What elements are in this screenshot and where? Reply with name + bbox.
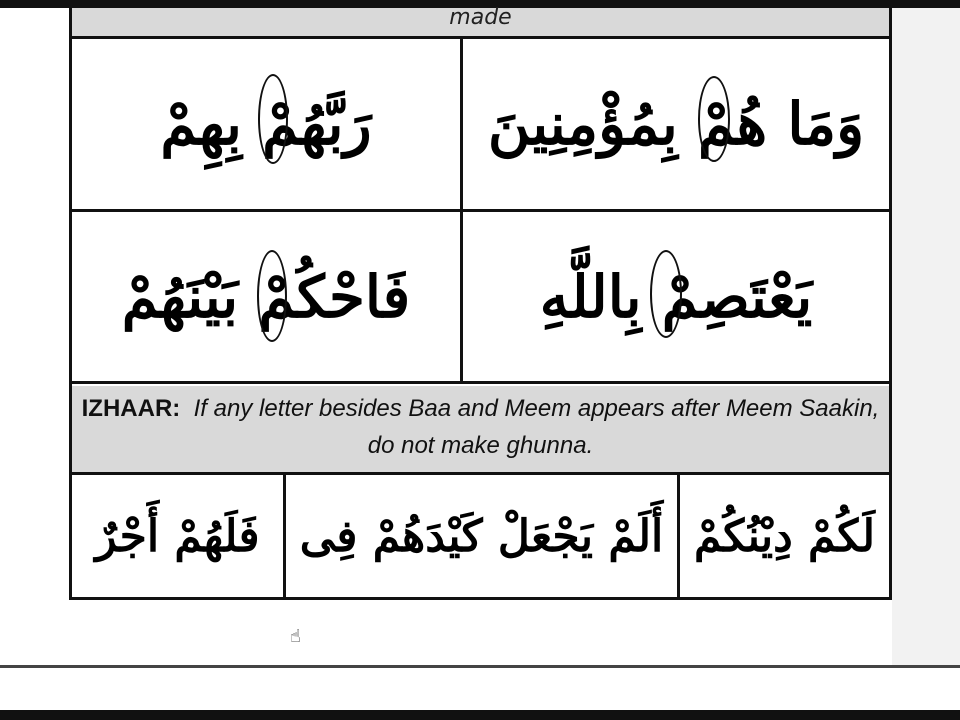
- arabic-example: فَاحْكُمْ بَيْنَهُمْ: [121, 262, 411, 331]
- highlight-oval: [650, 250, 682, 338]
- highlight-oval: [698, 76, 730, 162]
- highlight-oval: [257, 250, 287, 342]
- row-divider: [69, 381, 892, 384]
- arabic-example: يَعْتَصِمْ بِاللَّهِ: [539, 262, 813, 331]
- arabic-example: وَمَا هُمْ بِمُؤْمِنِينَ: [487, 90, 865, 158]
- hand-cursor-icon: ☝: [290, 626, 301, 647]
- header-text: made: [449, 5, 512, 30]
- page-bottom-rule: [0, 665, 960, 668]
- izhaar-label: IZHAAR:: [81, 395, 181, 422]
- izhaar-description: If any letter besides Baa and Meem appears after Meem Saakin, do not make ghunna.: [193, 395, 880, 459]
- arabic-example: لَكُمْ دِيْنُكُمْ: [694, 510, 876, 562]
- page-margin: [892, 8, 960, 665]
- arabic-example: رَبَّهُمْ بِهِمْ: [160, 90, 372, 158]
- arabic-example: أَلَمْ يَجْعَلْ كَيْدَهُمْ فِى: [299, 510, 664, 562]
- highlight-oval: [258, 74, 288, 164]
- arabic-example: فَلَهُمْ أَجْرٌ: [95, 510, 260, 562]
- izhaar-rule: [72, 386, 889, 472]
